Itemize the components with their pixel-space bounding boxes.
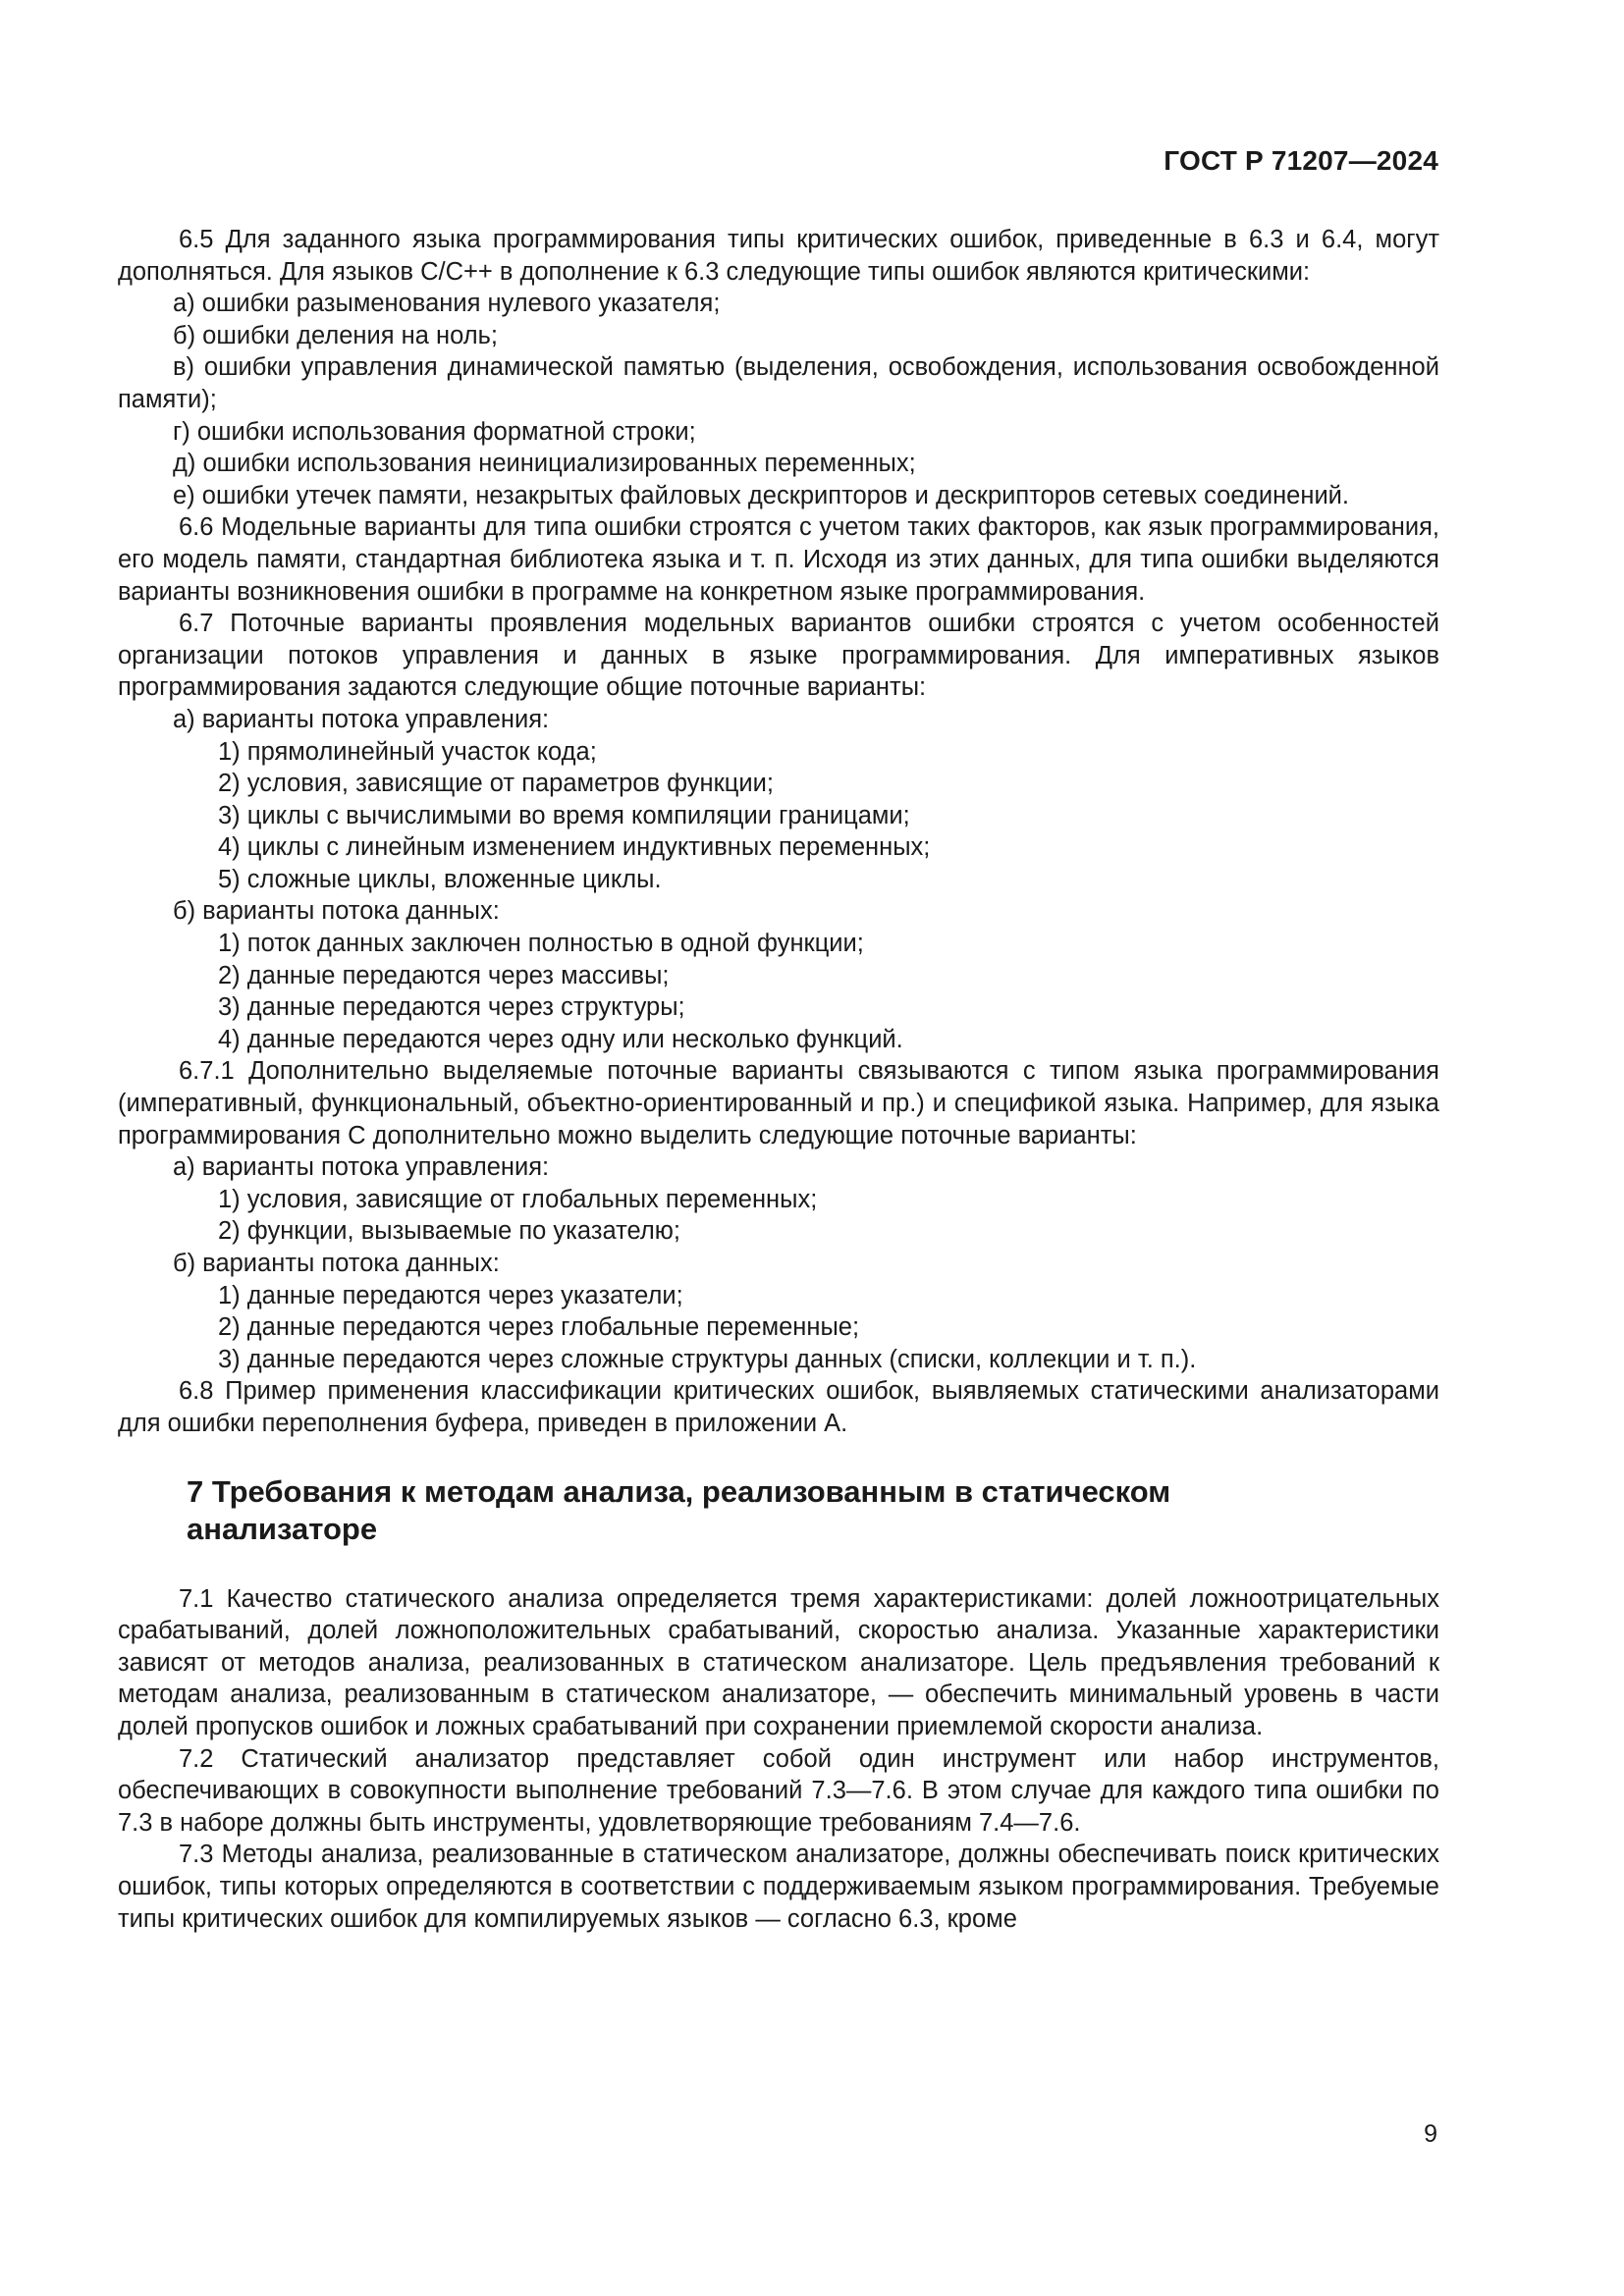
paragraph-7-1: 7.1 Качество статического анализа определяется тремя характеристиками: долей ложноотрицательных срабатываний, долей ложноположительных срабатываний, скоростью анализа. Указанные характеристики зависят от методов анализа, реализованных в статическом анализаторе. Цель предъявления требований к методам анализа, реализованным в статическом анализаторе, — обеспечить минимальный уровень в части долей пропусков ошибок и ложных срабатываний при сохранении приемлемой скорости анализа. [118,1584,1439,1740]
page-content [118,224,1439,1935]
sub-list-item: 3) циклы с вычислимыми во время компиляции границами; [218,801,910,829]
list-item: б) ошибки деления на ноль; [173,321,498,349]
sub-list-item: 3) данные передаются через структуры; [218,993,685,1022]
list-item: д) ошибки использования неинициализированных переменных; [173,450,916,478]
sub-list-item: 4) циклы с линейным изменением индуктивных переменных; [218,833,931,862]
sub-list-item: 2) данные передаются через глобальные переменные; [218,1313,860,1342]
list-item: б) варианты потока данных: [173,1250,500,1277]
sub-list-item: 2) функции, вызываемые по указателю; [218,1217,680,1246]
sub-list-item: 4) данные передаются через одну или несколько функций. [218,1025,903,1053]
list-item: г) ошибки использования форматной строки; [173,417,696,446]
sub-list-item: 2) данные передаются через массивы; [218,961,670,989]
paragraph-6-5: 6.5 Для заданного языка программирования типы критических ошибок, приведенные в 6.3 и 6.4, могут дополняться. Для языков С/С++ в дополнение к 6.3 следующие типы ошибок являются критическими: [118,226,1439,286]
sub-list-item: 5) сложные циклы, вложенные циклы. [218,865,662,893]
sub-list-item: 3) данные передаются через сложные структуры данных (списки, коллекции и т. п.). [218,1345,1197,1373]
paragraph-6-8: 6.8 Пример применения классификации критических ошибок, выявляемых статическими анализаторами для ошибки переполнения буфера, приведен в приложении А. [118,1377,1439,1437]
list-item: е) ошибки утечек памяти, незакрытых файловых дескрипторов и дескрипторов сетевых соединений. [173,481,1350,509]
paragraph-6-7-1: 6.7.1 Дополнительно выделяемые поточные варианты связываются с типом языка программирования (императивный, функциональный, объектно-ориентированный и пр.) и спецификой языка. Например, для языка программирования С дополнительно можно выделить следующие поточные варианты: [118,1057,1439,1149]
sub-list-item: 1) данные передаются через указатели; [218,1281,683,1309]
sub-list-item: 1) прямолинейный участок кода; [218,737,597,766]
paragraph-7-3: 7.3 Методы анализа, реализованные в статическом анализаторе, должны обеспечивать поиск критических ошибок, типы которых определяются в соответствии с поддерживаемым языком программирования. Требуемые типы критических ошибок для компилируемых языков — согласно 6.3, кроме [118,1841,1439,1933]
sub-list-item: 1) условия, зависящие от глобальных переменных; [218,1185,818,1213]
sub-list-item: 2) условия, зависящие от параметров функции; [218,770,774,798]
paragraph-6-6: 6.6 Модельные варианты для типа ошибки строятся с учетом таких факторов, как язык программирования, его модель памяти, стандартная библиотека языка и т. п. Исходя из этих данных, для типа ошибки выделяются варианты возникновения ошибки в программе на конкретном языке программирования. [118,513,1439,606]
paragraph-6-7: 6.7 Поточные варианты проявления модельных вариантов ошибки строятся с учетом особенностей организации потоков управления и данных в языке программирования. Для императивных языков программирования задаются следующие общие поточные варианты: [118,610,1439,702]
list-item: а) варианты потока управления: [173,705,550,733]
list-item: б) варианты потока данных: [173,897,500,926]
page-number: 9 [1424,2120,1437,2148]
list-item: а) варианты потока управления: [173,1153,550,1182]
list-item: в) ошибки управления динамической памятью (выделения, освобождения, использования освобожденной памяти); [118,353,1439,413]
sub-list-item: 1) поток данных заключен полностью в одной функции; [218,930,864,958]
document-code: ГОСТ Р 71207—2024 [1164,145,1438,176]
section-heading-7: 7 Требования к методам анализа, реализованным в статическом анализаторе [187,1473,1171,1546]
paragraph-7-2: 7.2 Статический анализатор представляет собой один инструмент или набор инструментов, обеспечивающих в совокупности выполнение требований 7.3—7.6. В этом случае для каждого типа ошибки по 7.3 в наборе должны быть инструменты, удовлетворяющие требованиям 7.4—7.6. [118,1744,1439,1837]
list-item: а) ошибки разыменования нулевого указателя; [173,290,721,318]
